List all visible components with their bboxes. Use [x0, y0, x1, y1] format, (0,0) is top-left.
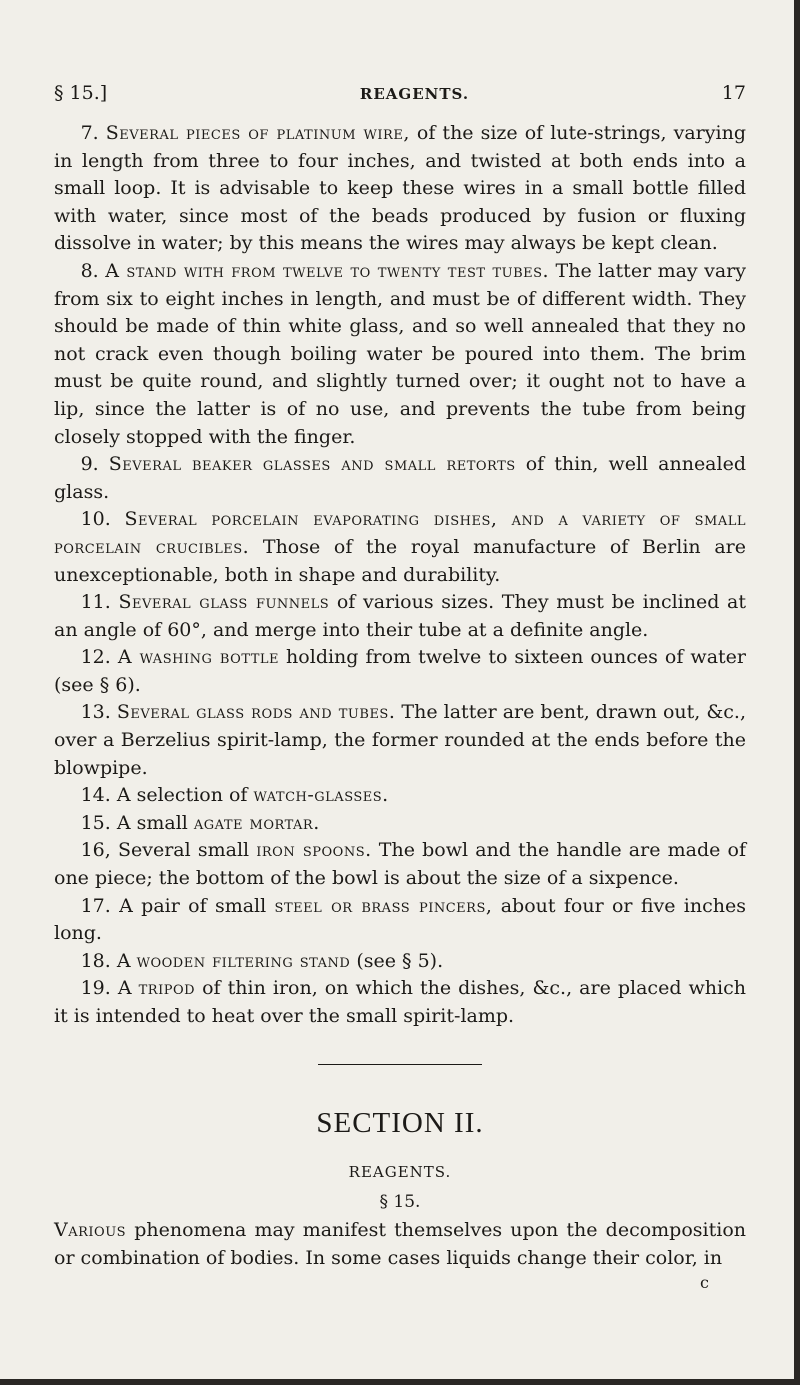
- paragraph-number: § 15.: [379, 1192, 421, 1212]
- signature-mark: c: [700, 1273, 709, 1292]
- section-subheading: REAGENTS.: [348, 1163, 452, 1181]
- list-item: 19. A tripod of thin iron, on which the dishes, &c., are placed which it is intended to heat over the small spirit-lamp.: [54, 977, 746, 1027]
- list-item: 17. A pair of small steel or brass pincers, about four or five inches long.: [54, 894, 746, 945]
- section-heading: SECTION II.: [316, 1107, 484, 1139]
- section-reference: § 15.]: [54, 82, 108, 104]
- body-paragraph: Various phenomena may manifest themselves upon the decomposition or combination of bodies. In some cases liquids change their color, in: [54, 1219, 746, 1269]
- list-item: 8. A stand with from twelve to twenty test tubes. The latter may vary from six to eight inches in length, and must be of different width. They should be made of thin white glass, and so well annealed that they no not crack even though boiling water be poured into them. The brim must be quite round, and slightly turned over; it ought not to have a lip, since the latter is of no use, and prevents the tube from being closely stopped with the finger.: [54, 259, 746, 448]
- running-head: [54, 82, 746, 110]
- page-number: 17: [721, 82, 746, 104]
- item-list: [54, 120, 746, 1031]
- list-item: 13. Several glass rods and tubes. The latter are bent, drawn out, &c., over a Berzelius spirit-lamp, the former rounded at the ends before the blowpipe.: [54, 701, 746, 779]
- list-item: 11. Several glass funnels of various sizes. They must be inclined at an angle of 60°, and merge into their tube at a definite angle.: [54, 591, 746, 641]
- list-item: 7. Several pieces of platinum wire, of the size of lute-strings, varying in length from three to four inches, and twisted at both ends into a small loop. It is advisable to keep these wires in a small bottle filled with water, since most of the beads produced by fusion or fluxing dissolve in water; by this means the wires may always be kept clean.: [54, 122, 746, 255]
- page-edge-shadow-bottom: [0, 1379, 800, 1385]
- list-item: 10. Several porcelain evaporating dishes, and a variety of small porcelain crucibles. Those of the royal manufacture of Berlin are unexceptionable, both in shape and durability.: [54, 508, 746, 586]
- section-divider: [318, 1064, 482, 1065]
- list-item: 14. A selection of watch-glasses.: [80, 784, 389, 807]
- running-title: REAGENTS.: [359, 85, 470, 103]
- section-body: [54, 1217, 746, 1272]
- page-edge-shadow: [794, 0, 800, 1385]
- list-item: 15. A small agate mortar.: [80, 811, 320, 834]
- list-item: 9. Several beaker glasses and small retorts of thin, well annealed glass.: [54, 453, 746, 503]
- list-item: 12. A washing bottle holding from twelve to sixteen ounces of water (see § 6).: [54, 646, 746, 696]
- list-item: 16, Several small iron spoons. The bowl and the handle are made of one piece; the bottom of the bowl is about the size of a sixpence.: [54, 839, 746, 890]
- list-item: 18. A wooden filtering stand (see § 5).: [80, 949, 444, 972]
